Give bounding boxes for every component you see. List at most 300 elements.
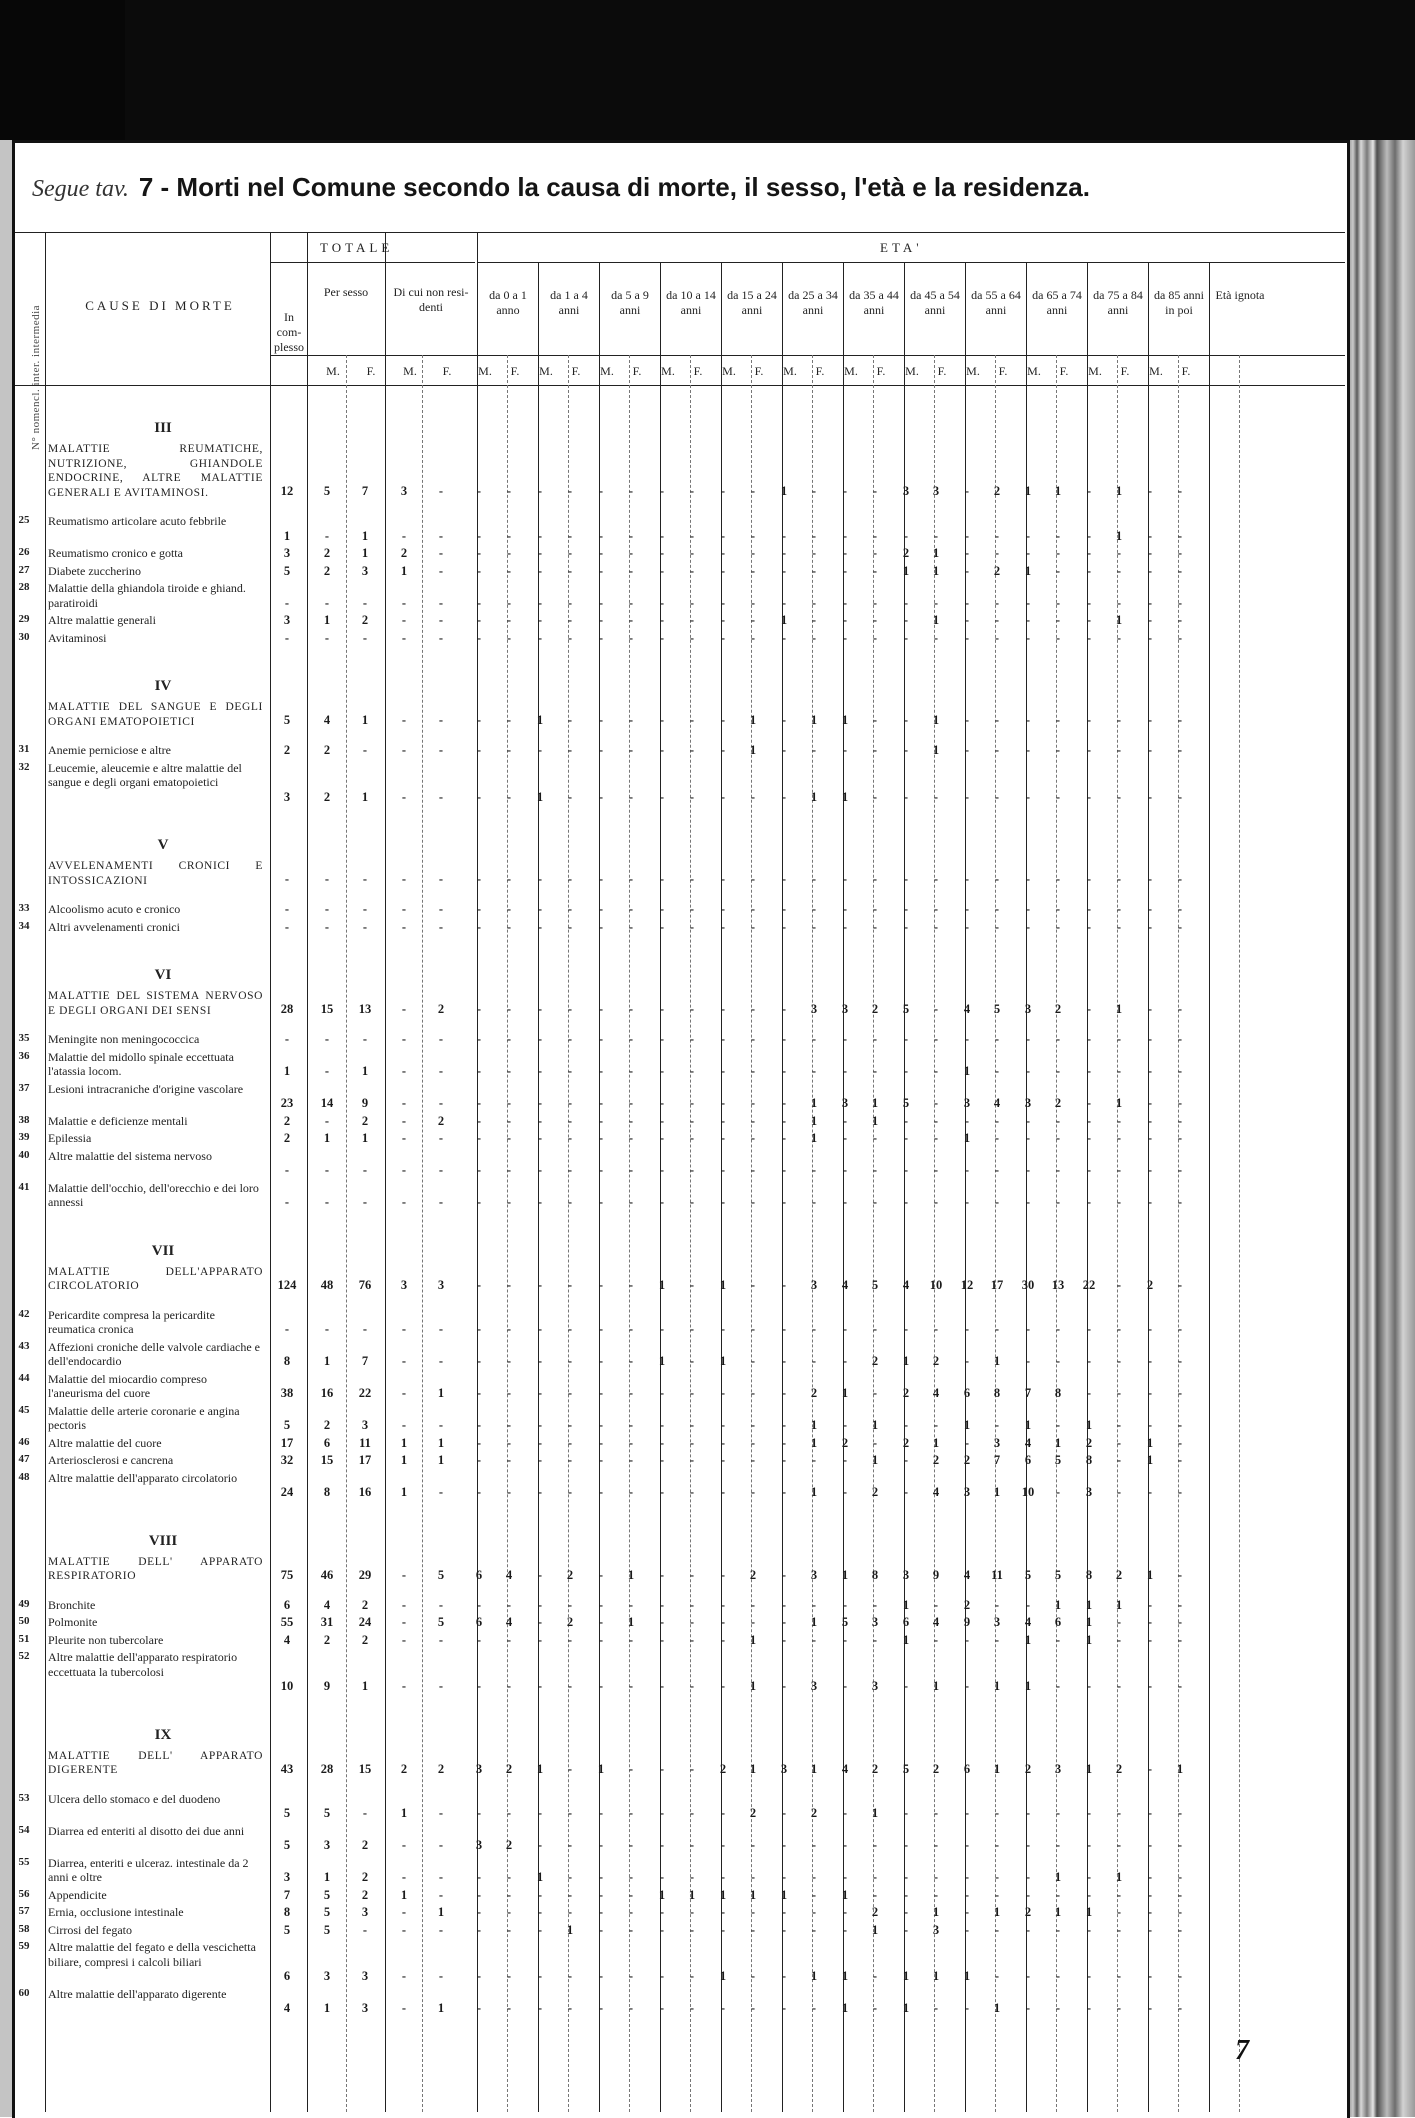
- cell: -: [994, 1163, 1000, 1177]
- cell: -: [438, 546, 444, 560]
- cell: -: [1086, 919, 1092, 934]
- age-group-header: da 85 anni in poi: [1154, 288, 1204, 317]
- cause-code: 55: [18, 1855, 30, 1868]
- cell: -: [537, 1969, 543, 1983]
- female-col-label: F.: [366, 364, 376, 378]
- cell: -: [689, 2001, 695, 2015]
- cell: -: [720, 1032, 726, 1046]
- total-in-complesso-header: In com- plesso: [274, 310, 304, 354]
- cell: -: [438, 1131, 444, 1145]
- cell: 1: [1115, 484, 1123, 498]
- cell: -: [324, 1113, 330, 1128]
- cell: -: [811, 528, 817, 543]
- cell: -: [811, 1905, 817, 1919]
- female-col-label: F.: [571, 364, 581, 378]
- cell: -: [324, 595, 330, 610]
- cell: 38: [280, 1386, 294, 1400]
- cell: -: [964, 1322, 970, 1336]
- cause-code: 51: [18, 1632, 30, 1645]
- cell: -: [506, 1679, 512, 1693]
- cell: -: [1025, 613, 1031, 627]
- cell: -: [567, 613, 573, 627]
- cell: -: [659, 713, 665, 727]
- cell: -: [1025, 1806, 1031, 1820]
- cell: -: [1055, 1485, 1061, 1499]
- cell: -: [628, 1002, 634, 1016]
- cell: -: [781, 1922, 787, 1937]
- cell: -: [811, 1322, 817, 1336]
- cell: -: [1086, 1113, 1092, 1128]
- cell: 6: [1024, 1453, 1032, 1467]
- cell: -: [628, 1597, 634, 1612]
- eta-header: ETA': [880, 240, 923, 255]
- cell: -: [506, 1096, 512, 1110]
- cell: -: [750, 789, 756, 804]
- cell: -: [689, 1806, 695, 1820]
- cell: -: [994, 595, 1000, 610]
- cell: -: [1147, 1163, 1153, 1177]
- cell: -: [933, 1597, 939, 1612]
- cell: -: [324, 1163, 330, 1177]
- cause-label: Bronchite: [48, 1597, 96, 1612]
- cell: -: [1147, 1922, 1153, 1937]
- cell: 1: [1115, 613, 1123, 627]
- cell: 76: [358, 1277, 372, 1292]
- cell: -: [659, 1870, 665, 1884]
- cell: -: [567, 1195, 573, 1209]
- cell: -: [689, 1485, 695, 1499]
- cell: 4: [283, 1632, 291, 1647]
- cell: -: [842, 1870, 848, 1884]
- cell: -: [842, 1064, 848, 1078]
- cell: -: [598, 595, 604, 610]
- cell: 2: [871, 1002, 879, 1016]
- cause-label: Pericardite compresa la pericardite reumatica cronica: [48, 1307, 215, 1336]
- cell: -: [628, 1354, 634, 1368]
- cell: -: [506, 1418, 512, 1432]
- cell: -: [903, 1163, 909, 1177]
- cell: -: [1147, 1195, 1153, 1209]
- cause-row: [0, 1112, 1330, 1130]
- cell: -: [506, 1905, 512, 1919]
- cell: -: [842, 1905, 848, 1919]
- female-col-label: F.: [754, 364, 764, 378]
- cell: -: [1055, 2001, 1061, 2015]
- title-prefix: Segue tav.: [32, 176, 129, 202]
- cell: 3: [361, 1418, 369, 1432]
- cell: -: [903, 872, 909, 886]
- cell: -: [750, 1969, 756, 1983]
- cell: 3: [902, 484, 910, 498]
- cell: 55: [280, 1615, 294, 1629]
- cell: -: [1055, 713, 1061, 727]
- cell: -: [598, 1195, 604, 1209]
- cell: -: [842, 872, 848, 886]
- cell: 5: [323, 484, 331, 498]
- cell: -: [476, 713, 482, 727]
- cell: -: [401, 528, 407, 543]
- cell: 2: [566, 1567, 574, 1582]
- cell: 1: [400, 1453, 408, 1467]
- cell: -: [720, 1905, 726, 1919]
- cause-label: Altre malattie del sistema nervoso: [48, 1148, 212, 1163]
- cell: -: [1147, 1905, 1153, 1919]
- cell: -: [659, 1322, 665, 1336]
- cause-row: [0, 611, 1330, 629]
- cell: -: [1055, 563, 1061, 578]
- cell: 2: [361, 613, 369, 627]
- cell: -: [1116, 1838, 1122, 1852]
- group-total-row: [0, 1276, 1330, 1294]
- cell: 13: [1051, 1277, 1065, 1292]
- cell: -: [1116, 902, 1122, 916]
- cell: -: [811, 743, 817, 757]
- non-residenti-header: Di cui non resi- denti: [393, 285, 469, 314]
- cell: -: [537, 1567, 543, 1582]
- cell: -: [401, 2001, 407, 2015]
- cell: 1: [658, 1354, 666, 1368]
- cause-row: [0, 1193, 1330, 1211]
- cell: 1: [749, 1887, 757, 1902]
- cell: 1: [400, 1806, 408, 1820]
- cell: -: [438, 1597, 444, 1612]
- cell: -: [720, 1679, 726, 1693]
- cell: -: [1177, 1870, 1183, 1884]
- cell: -: [659, 546, 665, 560]
- cell: 8: [283, 1354, 291, 1368]
- cell: -: [1025, 789, 1031, 804]
- female-col-label: F.: [998, 364, 1008, 378]
- cell: 3: [400, 1277, 408, 1292]
- cell: -: [537, 2001, 543, 2015]
- cell: -: [537, 1679, 543, 1693]
- cause-row: [0, 1631, 1330, 1649]
- cell: -: [1116, 1064, 1122, 1078]
- scan-edge-right: [1347, 140, 1415, 2117]
- cell: -: [1177, 1922, 1183, 1937]
- cell: -: [1025, 630, 1031, 645]
- cell: 3: [963, 1096, 971, 1110]
- cell: -: [1147, 1761, 1153, 1776]
- cell: -: [476, 1277, 482, 1292]
- cell: -: [1086, 1354, 1092, 1368]
- cell: -: [567, 1485, 573, 1499]
- cell: 3: [283, 613, 291, 627]
- cell: -: [1116, 713, 1122, 727]
- cell: 1: [1054, 1597, 1062, 1612]
- cell: 1: [1176, 1761, 1184, 1776]
- cell: 2: [283, 1131, 291, 1145]
- cause-code: 40: [18, 1148, 30, 1161]
- cell: -: [537, 484, 543, 498]
- cell: -: [781, 1838, 787, 1852]
- cell: 5: [1054, 1567, 1062, 1582]
- cell: -: [689, 1870, 695, 1884]
- cell: 3: [810, 1567, 818, 1582]
- cell: -: [842, 484, 848, 498]
- cause-label: Malattie e deficienze mentali: [48, 1113, 188, 1128]
- cell: -: [567, 1453, 573, 1467]
- cell: -: [659, 1922, 665, 1937]
- cell: -: [964, 1632, 970, 1647]
- cell: -: [401, 1567, 407, 1582]
- cell: -: [781, 1597, 787, 1612]
- cell: -: [567, 546, 573, 560]
- cell: -: [324, 630, 330, 645]
- cell: -: [401, 1632, 407, 1647]
- cause-row: [0, 1804, 1330, 1822]
- cell: -: [842, 902, 848, 916]
- cell: 1: [566, 1922, 574, 1937]
- cell: -: [720, 1113, 726, 1128]
- cell: -: [628, 789, 634, 804]
- cell: -: [689, 789, 695, 804]
- cell: -: [659, 1969, 665, 1983]
- cell: 1: [323, 2001, 331, 2015]
- male-col-label: M.: [722, 364, 736, 378]
- cell: -: [994, 613, 1000, 627]
- cell: -: [781, 1163, 787, 1177]
- cell: -: [903, 1113, 909, 1128]
- cell: 1: [871, 1096, 879, 1110]
- cell: -: [537, 1632, 543, 1647]
- cell: -: [872, 1322, 878, 1336]
- cell: -: [750, 1354, 756, 1368]
- cell: -: [1177, 630, 1183, 645]
- cell: -: [362, 919, 368, 934]
- cause-row: [0, 1129, 1330, 1147]
- cell: 1: [993, 2001, 1001, 2015]
- cell: -: [750, 546, 756, 560]
- cell: -: [750, 1064, 756, 1078]
- female-col-label: F.: [1120, 364, 1130, 378]
- cell: 1: [810, 1418, 818, 1432]
- cell: -: [1055, 872, 1061, 886]
- cell: -: [933, 2001, 939, 2015]
- cell: -: [1147, 1615, 1153, 1629]
- cell: -: [781, 872, 787, 886]
- cell: -: [537, 1032, 543, 1046]
- cell: -: [438, 630, 444, 645]
- cell: -: [720, 902, 726, 916]
- cause-code: 43: [18, 1339, 30, 1352]
- cell: 5: [323, 1887, 331, 1902]
- cell: -: [1055, 1632, 1061, 1647]
- cell: -: [750, 1002, 756, 1016]
- cell: 1: [361, 713, 369, 727]
- cell: 2: [932, 1453, 940, 1467]
- cell: -: [567, 1870, 573, 1884]
- cell: -: [1177, 563, 1183, 578]
- cell: -: [659, 1679, 665, 1693]
- cell: -: [964, 595, 970, 610]
- cell: 2: [283, 743, 291, 757]
- cell: 5: [283, 1838, 291, 1852]
- cell: 75: [280, 1567, 294, 1582]
- cell: -: [781, 1435, 787, 1450]
- cell: 1: [780, 1887, 788, 1902]
- cell: -: [1116, 1032, 1122, 1046]
- cell: -: [401, 1113, 407, 1128]
- group-roman-numeral: V: [157, 837, 169, 853]
- cause-label: Altre malattie dell'apparato circolatorio: [48, 1470, 238, 1485]
- cell: -: [903, 1887, 909, 1902]
- cell: -: [476, 1969, 482, 1983]
- cell: -: [781, 1064, 787, 1078]
- cell: 1: [780, 484, 788, 498]
- cell: -: [1086, 613, 1092, 627]
- cell: -: [1116, 1195, 1122, 1209]
- cell: -: [506, 1887, 512, 1902]
- cell: -: [689, 902, 695, 916]
- cell: -: [842, 1453, 848, 1467]
- cell: -: [1177, 1032, 1183, 1046]
- cell: -: [567, 1002, 573, 1016]
- cell: -: [720, 484, 726, 498]
- cell: -: [994, 1838, 1000, 1852]
- cell: -: [811, 2001, 817, 2015]
- cell: -: [401, 1131, 407, 1145]
- cell: -: [872, 1838, 878, 1852]
- cell: -: [567, 630, 573, 645]
- cell: -: [1116, 563, 1122, 578]
- cell: -: [476, 546, 482, 560]
- cell: 1: [1054, 1905, 1062, 1919]
- cell: -: [964, 546, 970, 560]
- cell: -: [438, 713, 444, 727]
- cell: -: [598, 546, 604, 560]
- cell: -: [811, 1354, 817, 1368]
- cell: -: [1055, 528, 1061, 543]
- cell: -: [628, 743, 634, 757]
- cell: -: [872, 1131, 878, 1145]
- cell: 8: [323, 1485, 331, 1499]
- cell: -: [781, 1418, 787, 1432]
- cell: 8: [1054, 1386, 1062, 1400]
- cell: 1: [963, 1131, 971, 1145]
- cell: 1: [1115, 1597, 1123, 1612]
- cell: -: [537, 1163, 543, 1177]
- cause-code: 60: [18, 1986, 30, 1999]
- cell: -: [872, 1969, 878, 1983]
- cell: 1: [1054, 1435, 1062, 1450]
- cell: -: [964, 1806, 970, 1820]
- cell: -: [1025, 902, 1031, 916]
- cell: -: [1086, 1887, 1092, 1902]
- cell: -: [659, 1597, 665, 1612]
- cell: -: [781, 1354, 787, 1368]
- cell: 1: [993, 1761, 1001, 1776]
- cell: -: [933, 1870, 939, 1884]
- cell: -: [598, 2001, 604, 2015]
- cause-row: [0, 918, 1330, 936]
- cell: -: [781, 919, 787, 934]
- cause-row: [0, 1483, 1330, 1501]
- cell: -: [1116, 1615, 1122, 1629]
- scan-border-top: [125, 0, 1415, 140]
- cell: -: [872, 1064, 878, 1078]
- cell: 9: [963, 1615, 971, 1629]
- cell: -: [689, 1322, 695, 1336]
- cell: -: [628, 1418, 634, 1432]
- cell: -: [720, 595, 726, 610]
- cell: 124: [277, 1277, 297, 1292]
- cell: -: [720, 563, 726, 578]
- cell: -: [1025, 872, 1031, 886]
- cause-label: Diarrea ed enteriti al disotto dei due anni: [48, 1823, 245, 1838]
- cell: -: [659, 528, 665, 543]
- codes-header: [30, 268, 54, 450]
- cell: -: [842, 1679, 848, 1693]
- cell: -: [1025, 1064, 1031, 1078]
- cause-code: 30: [18, 630, 30, 643]
- cell: -: [628, 1131, 634, 1145]
- cell: -: [750, 1418, 756, 1432]
- cell: 1: [932, 713, 940, 727]
- cell: 3: [963, 1485, 971, 1499]
- cell: -: [598, 1567, 604, 1582]
- cell: -: [689, 630, 695, 645]
- cell: -: [567, 1354, 573, 1368]
- cell: -: [689, 919, 695, 934]
- cell: -: [1177, 1113, 1183, 1128]
- cell: -: [842, 1806, 848, 1820]
- cell: -: [872, 713, 878, 727]
- male-col-label: M.: [1149, 364, 1163, 378]
- cell: -: [781, 595, 787, 610]
- header-top-rule: [15, 232, 1345, 233]
- cell: -: [720, 2001, 726, 2015]
- cell: -: [750, 1195, 756, 1209]
- cell: 4: [1024, 1615, 1032, 1629]
- cell: -: [1116, 1969, 1122, 1983]
- cell: 1: [658, 1277, 666, 1292]
- cell: -: [628, 1905, 634, 1919]
- cell: -: [811, 1887, 817, 1902]
- cell: -: [689, 1597, 695, 1612]
- age-group-header: da 45 a 54 anni: [910, 288, 960, 317]
- cell: 3: [993, 1615, 1001, 1629]
- cell: -: [598, 1485, 604, 1499]
- cell: -: [811, 595, 817, 610]
- cell: -: [903, 1195, 909, 1209]
- cell: -: [750, 902, 756, 916]
- cell: -: [537, 595, 543, 610]
- cell: -: [567, 789, 573, 804]
- codes-header-label: N° nomencl. inter. intermedia: [30, 304, 42, 450]
- cell: -: [781, 528, 787, 543]
- cell: -: [1177, 595, 1183, 610]
- cell: 14: [320, 1096, 334, 1110]
- cause-label: Reumatismo articolare acuto febbrile: [48, 514, 227, 528]
- cell: -: [324, 1195, 330, 1209]
- cell: 1: [1024, 1632, 1032, 1647]
- cell: 1: [993, 1485, 1001, 1499]
- cell: -: [1055, 1418, 1061, 1432]
- cell: -: [401, 1195, 407, 1209]
- cell: -: [438, 1032, 444, 1046]
- cell: -: [872, 789, 878, 804]
- cell: -: [1177, 1435, 1183, 1450]
- cell: -: [438, 1887, 444, 1902]
- cell: -: [1116, 1453, 1122, 1467]
- cell: 5: [1054, 1453, 1062, 1467]
- cell: -: [1086, 1163, 1092, 1177]
- cell: 3: [1024, 1096, 1032, 1110]
- cell: -: [362, 902, 368, 916]
- cell: -: [1025, 2001, 1031, 2015]
- cell: -: [1086, 1064, 1092, 1078]
